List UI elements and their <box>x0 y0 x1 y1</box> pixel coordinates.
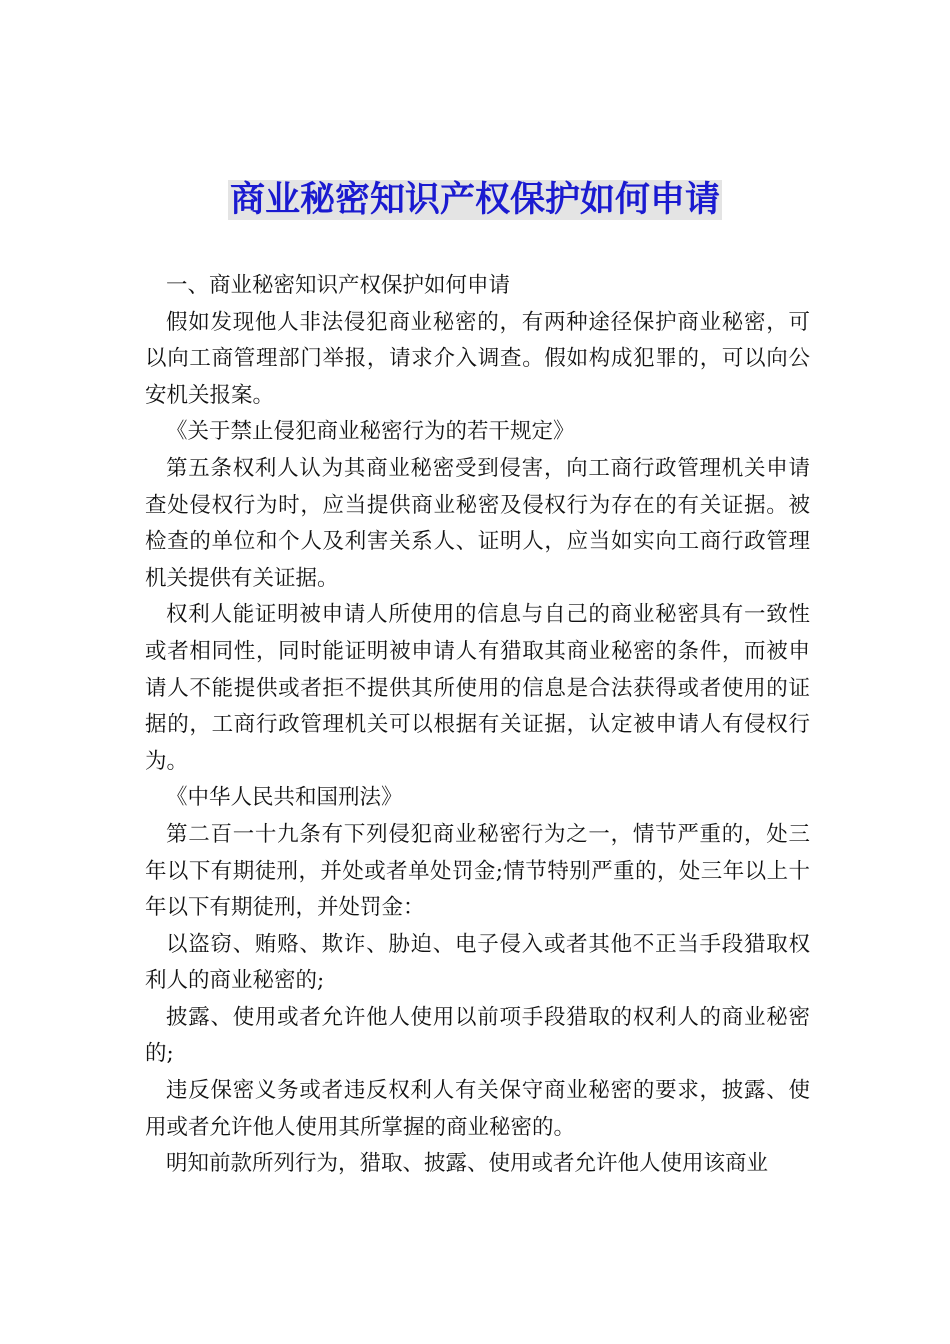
paragraph: 权利人能证明被申请人所使用的信息与自己的商业秘密具有一致性或者相同性，同时能证明被申请人有猎取其商业秘密的条件，而被申请人不能提供或者拒不提供其所使用的信息是合法获得或者使用的证据的，工商行政管理机关可以根据有关证据，认定被申请人有侵权行为。 <box>145 602 810 774</box>
regulation-title: 《关于禁止侵犯商业秘密行为的若干规定》 <box>166 419 575 445</box>
paragraph: 假如发现他人非法侵犯商业秘密的，有两种途径保护商业秘密，可以向工商管理部门举报，请求介入调查。假如构成犯罪的，可以向公安机关报案。 <box>145 309 810 408</box>
paragraph: 第五条权利人认为其商业秘密受到侵害，向工商行政管理机关申请查处侵权行为时，应当提供商业秘密及侵权行为存在的有关证据。被检查的单位和个人及利害关系人、证明人，应当如实向工商行政管理机关提供有关证据。 <box>145 455 810 591</box>
document-title <box>0 176 950 224</box>
paragraph: 违反保密义务或者违反权利人有关保守商业秘密的要求，披露、使用或者允许他人使用其所掌握的商业秘密的。 <box>145 1078 810 1140</box>
paragraph: 披露、使用或者允许他人使用以前项手段猎取的权利人的商业秘密的; <box>145 1004 810 1067</box>
paragraph: 明知前款所列行为，猎取、披露、使用或者允许他人使用该商业 <box>166 1151 769 1177</box>
document-title-text: 商业秘密知识产权保护如何申请 <box>229 180 720 220</box>
paragraph: 第二百一十九条有下列侵犯商业秘密行为之一，情节严重的，处三年以下有期徒刑，并处或者单处罚金;情节特别严重的，处三年以上十年以下有期徒刑，并处罚金： <box>145 821 810 921</box>
document-body <box>145 268 810 1183</box>
paragraph: 以盗窃、贿赂、欺诈、胁迫、电子侵入或者其他不正当手段猎取权利人的商业秘密的; <box>145 931 810 994</box>
section-heading: 一、商业秘密知识产权保护如何申请 <box>166 273 511 298</box>
law-title: 《中华人民共和国刑法》 <box>166 785 403 811</box>
